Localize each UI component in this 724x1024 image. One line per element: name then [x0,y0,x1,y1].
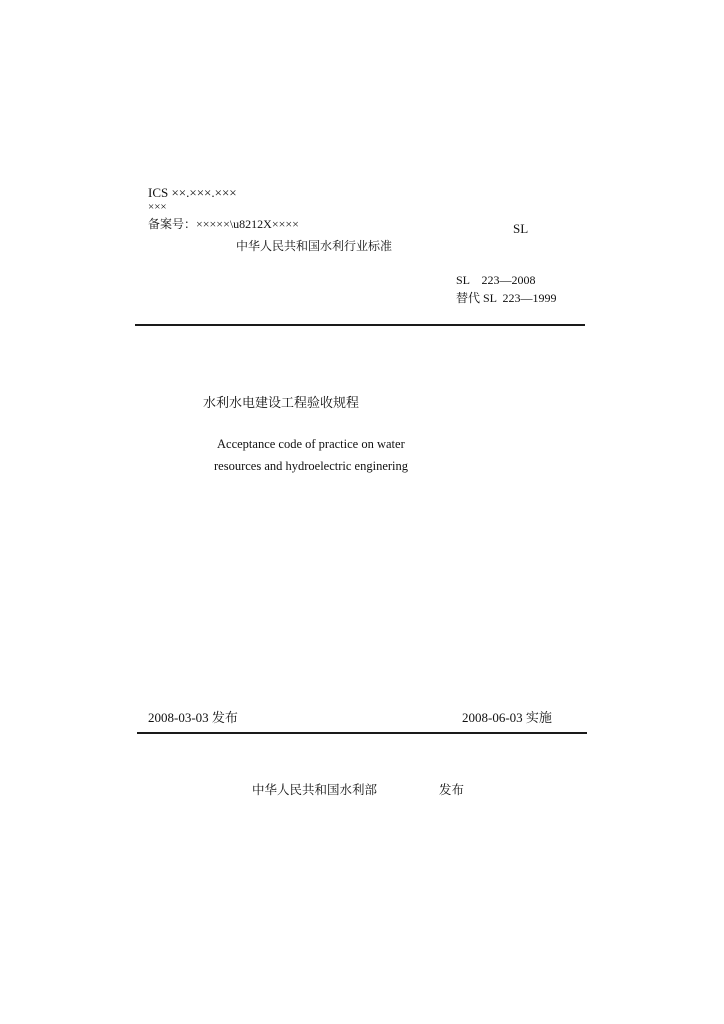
issuer-action: 发布 [439,782,465,797]
effective-date: 2008-06-03 实施 [462,710,552,725]
ics-code-continued: ××× [148,201,167,213]
issuer-name: 中华人民共和国水利部 [252,782,378,797]
title-english-line2: resources and hydroelectric enginering [214,459,409,473]
record-number: 备案号：×××××\u8212X×××× [148,217,299,231]
replaces-standard: 替代 SL 223—1999 [456,291,557,305]
title-english-line1: Acceptance code of practice on water [217,437,405,451]
top-divider [135,324,585,326]
sl-mark: SL [513,221,529,236]
bottom-divider [137,732,587,734]
title-chinese: 水利水电建设工程验收规程 [203,396,360,411]
ics-code: ICS ××.×××.××× [148,185,237,200]
issue-date: 2008-03-03 发布 [148,710,238,725]
standard-number: SL 223—2008 [456,273,536,287]
standard-category: 中华人民共和国水利行业标准 [236,239,393,253]
